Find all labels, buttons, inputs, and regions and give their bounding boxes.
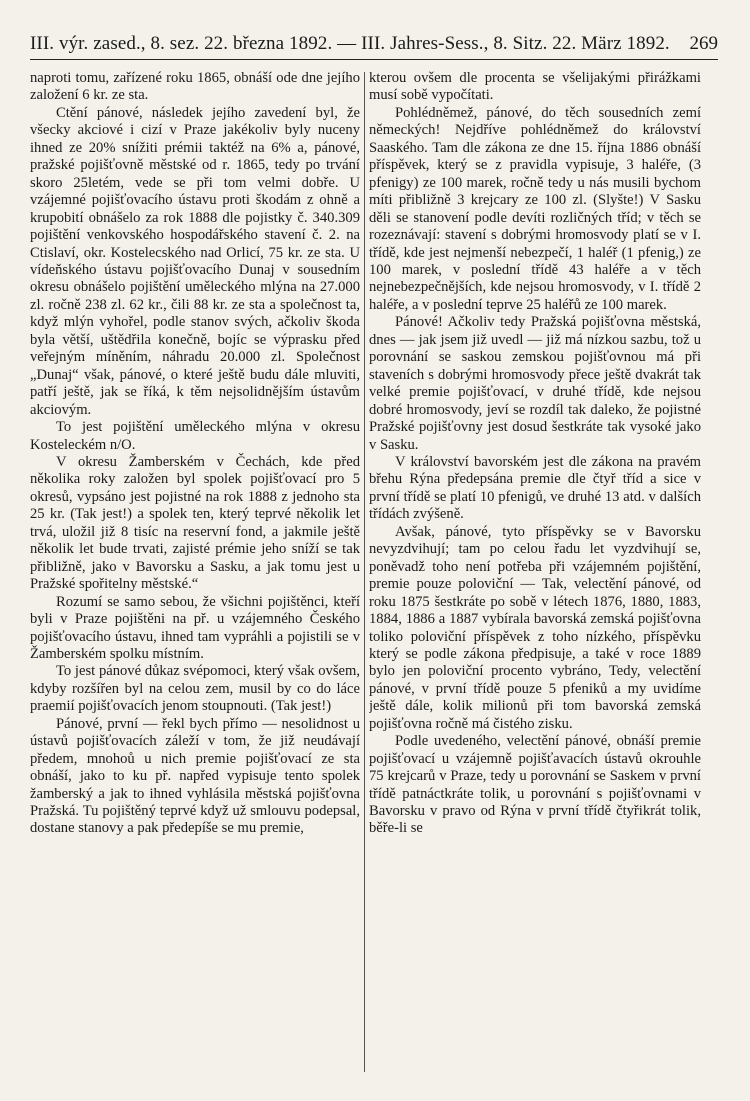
left-column (30, 70, 360, 1070)
paragraph: Podle uvedeného, velectění pánové, obnáší premie pojišťovací u vzájemně pojišťavacích ústavů okrouhle 75 krejcarů v Praze, tedy u porovnání se Saskem v první třídě patnáctkráte tolik, u porovnání s pojišťovnami v Bavorsku v pravo od Rýna v první třídě čtyřikrát tolik, běře-li se (369, 733, 701, 837)
running-header (30, 32, 718, 60)
column-divider (364, 72, 365, 1072)
paragraph: Pánové, první — řekl bych přímo — nesolidnost u ústavů pojišťovacích záleží v tom, že již neudávají předem, mnohoů u nich premie pojišťovací ze sta obnáší, jako to ku př. napřed vypisuje tento spolek žamberský a jak to ihned vyhlásila městská pojišťovna Pražská. Tu pojištěný teprvé když už smlouvu podepsal, dostane stanovy a pak předepíše se mu premie, (30, 715, 360, 837)
paragraph: Pohlédněmež, pánové, do těch sousedních zemí německých! Nejdříve pohlédněmež do království Saaského. Tam dle zákona ze dne 15. října 1886 obnáší příspěvek, který se z pravidla vypisuje, 3 haléře, (3 pfenigy) ze 100 marek, ročně tedy u nás musili bychom míti přibližně 3 krejcary ze 100 zl. (Slyšte!) V Sasku děli se stanovení podle devíti rozličných tříd; v těch se rozeznávají: stavení s dobrými hromosvody platí se v I. třídě, kde jest nejmenší nebezpečí, 1 haléř (1 pfenig,) ze 100 marek, v poslední třídě 43 haléře a v těch nejnebezpečnějších, kde nejsou hromosvody, v I. třídě 2 haléře, a v poslední teprve 25 haléřů ze 100 marek. (369, 104, 701, 313)
paragraph: naproti tomu, zařízené roku 1865, obnáší ode dne jejího založení 6 kr. ze sta. (30, 70, 360, 104)
right-column (369, 70, 701, 1070)
paragraph: To jest pojištění uměleckého mlýna v okresu Kosteleckém n/O. (30, 419, 360, 453)
paragraph: Rozumí se samo sebou, že všichni pojištěnci, kteří byli v Praze pojištěni na př. u vzájemného Českého pojišťovacího ústavu, ihned tam vypráhli a pojistili se v Žamberském spolku místním. (30, 593, 360, 662)
page-number: 269 (689, 33, 718, 54)
paragraph: Ctění pánové, následek jejího zavedení byl, že všecky akciové i cizí v Praze jakékoliv byly nuceny ihned ze 20% snížiti prémii taktéž na 6% a, pánové, pražské pojišťovně městské od r. 1865, tedy po trvání skoro 25letém, vede se při tom velmi dobře. U vzájemné pojišťovacího ústavu proti škodám z ohně a krupobití obnášelo za rok 1888 dle pojistky č. 340.309 pojištění venkovského hospodářského stavení č. 2. na Ctislaví, okr. Kostelecského nad Orlicí, 75 kr. ze sta. U vídeňského ústavu pojišťovacího Dunaj v sousedním okresu obnášelo pojištění uměleckého mlýna na 27.000 zl. ročně 238 zl. 62 kr., čili 88 kr. ze sta a společnost ta, když mlýn vyhořel, podle stanov svých, ačkoliv škoda byla větší, uštědřila konečně, bojíc se výprasku před veřejným míněním, náhradu 20.000 zl. Společnost „Dunaj“ však, pánové, o které ještě budu dále mluviti, patří ještě, jak se říká, k těm nejsolidnějším ústavům akciovým. (30, 104, 360, 418)
header-session-info: III. výr. zased., 8. sez. 22. března 1892. — III. Jahres-Sess., 8. Sitz. 22. März 1892. (30, 33, 670, 54)
paragraph: Avšak, pánové, tyto příspěvky se v Bavorsku nevyzdvihují; tam po celou řadu let vyzdvihují se, poněvadž toho není potřeba při vzájemném pojištění, premie pouze poloviční — Tak, velectění pánové, od roku 1875 šestkráte po sobě v létech 1876, 1880, 1883, 1884, 1886 a 1887 vybírala bavorská zemská pojišťovna toliko poloviční příspěvek z toho nízkého, příspěvku který se podle zákona předpisuje, a také v roce 1889 bylo jen poloviční procento vybráno, Tedy, velectění pánové, v první třídě pouze 5 pfeniků a my uvidíme ještě dále, kolik milionů při tom bavorská zemská pojišťovna ročně má čistého zisku. (369, 523, 701, 732)
paragraph: kterou ovšem dle procenta se všelijakými přirážkami musí sobě vypočítati. (369, 70, 701, 104)
paragraph: V království bavorském jest dle zákona na pravém břehu Rýna předepsána premie dle čtyř tříd a sice v první třídě se platí 10 pfenigů, ve druhé 13 atd. v dalších třídách zvýšeně. (369, 453, 701, 523)
paragraph: Pánové! Ačkoliv tedy Pražská pojišťovna městská, dnes — jak jsem již uvedl — již má nízkou sazbu, tož u porovnání se saskou zemskou pojišťovnou má při staveních s dobrými hromosvody přece ještě dvakrát tak velké premie pojišťovací, v druhé třídě, kde nejsou dobré hromosvody, jeví se rozdíl tak daleko, že pojistné Pražské pojišťovny jest dosud šestkráte tak vysoké jako v Sasku. (369, 314, 701, 453)
paragraph: To jest pánové důkaz svépomoci, který však ovšem, kdyby rozšířen byl na celou zem, musil by co do láce praemií pojišťovacích jenom stoupnouti. (Tak jest!) (30, 663, 360, 715)
paragraph: V okresu Žamberském v Čechách, kde před několika roky založen byl spolek pojišťovací pro 5 okresů, vypsáno jest pojistné na rok 1888 z jednoho sta 25 kr. (Tak jest!) a spolek ten, který teprvé několik let trvá, uložil již 8 tisíc na reservní fond, a jakmile ještě několik let bude trvati, zajisté prémie jeho sníží se tak přibližně, jako v Bavorsku a Sasku, a jak tomu jest u Pražské spořitelny městské.“ (30, 453, 360, 593)
